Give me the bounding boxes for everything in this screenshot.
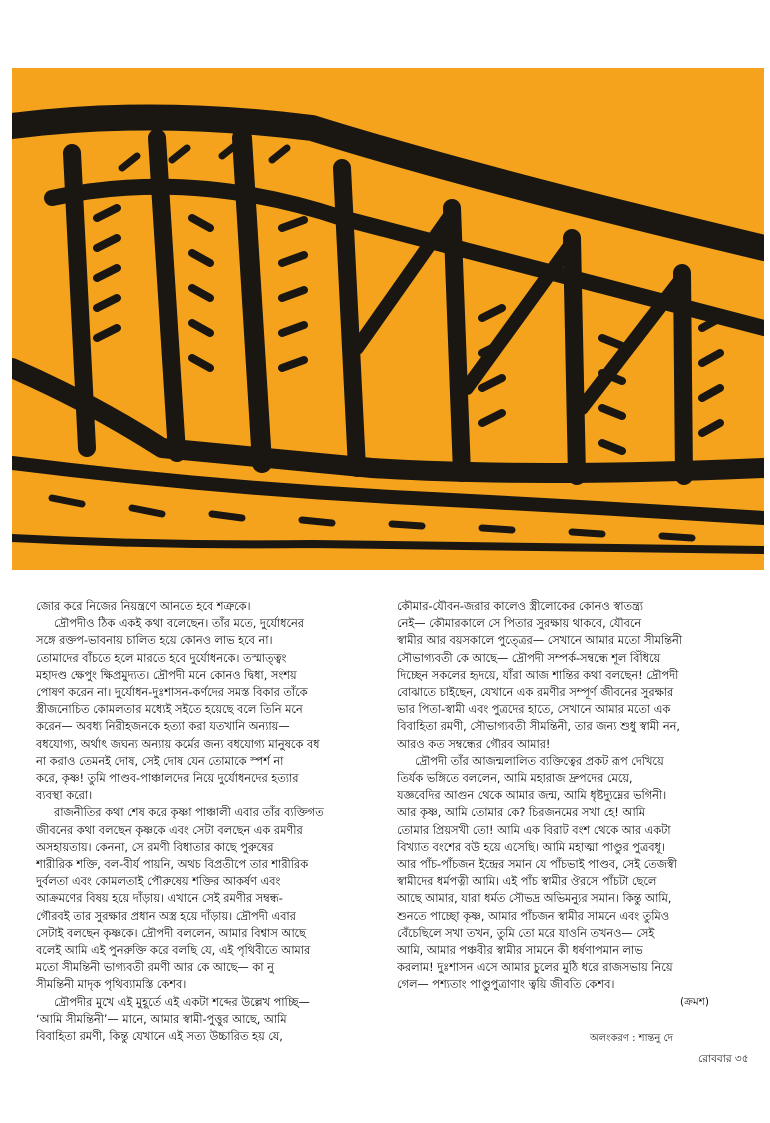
text-line: বোঝাতে চাইছেন, যেখানে এক রমণীর সম্পূর্ণ জীবনের সুরক্ষার [397, 686, 674, 700]
text-line: আরও কত সম্বন্ধের গৌরব আমার! [397, 737, 551, 751]
text-line: সীমন্তিনী মাদৃক পৃথিব্যামস্তি কেশব। [36, 978, 187, 992]
text-line: ‘আমি সীমন্তিনী’— মানে, আমার স্বামী-পুত্তুর আছে, আমি [36, 1012, 287, 1026]
text-line: করলাম! দুঃশাসন এসে আমার চুলের মুঠি ধরে রাজসভায় নিয়ে [397, 961, 673, 975]
text-line: দ্রৌপদীর মুখে এই মুহূর্তে এই একটা শব্দের উল্লেখ পাচ্ছি— [54, 995, 310, 1009]
text-line: আক্রমণের বিষয় হয়ে দাঁড়ায়। এখানে সেই রমণীর সম্বন্ধ- [36, 892, 283, 906]
text-line: বেঁচেছিলে সখা তখন, তুমি তো মরে যাওনি তখনও— সেই [397, 926, 655, 940]
text-line: সঙ্গে রক্তপ-ভাবনায় চালিত হয়ে কোনও লাভ হবে না। [36, 634, 273, 648]
page-footer: রোববার ৩৫ [698, 1053, 749, 1065]
illustration-credit: অলংকরণ : শান্তনু দে [590, 1033, 673, 1044]
text-line: রাজনীতির কথা শেষ করে কৃষ্ণা পাঞ্চালী এবার তাঁর ব্যক্তিগত [54, 806, 324, 820]
text-line: সেটাই বলছেন কৃষ্ণকে। দ্রৌপদী বললেন, আমার বিশ্বাস আছে [36, 926, 306, 940]
text-line: জোর করে নিজের নিয়ন্ত্রণে আনতে হবে শত্রুকে। [36, 600, 251, 613]
bridge-illustration [12, 68, 764, 570]
text-line: মহাদণ্ড ক্ষেপুং ক্ষিপ্রমুদ্যত। দ্রৌপদী মনে কোনও দ্বিধা, সংশয় [36, 668, 297, 682]
text-line: তোমাদের বাঁচতে হলে মারতে হবে দুর্যোধনকে। তস্মাত্ত্বং [36, 651, 287, 665]
text-line: বিবাহিতা রমণী, সৌভাগ্যবতী সীমন্তিনী, তার জন্য শুধু স্বামী নন, [397, 720, 680, 734]
left-text-column [36, 598, 368, 1045]
text-line: স্বামীদের ধর্মপত্নী আমি। এই পাঁচ স্বামীর ঔরসে পাঁচটা ছেলে [397, 875, 657, 889]
text-line: স্ত্রীজনোচিত কোমলতার মধ্যেই সইতে হয়েছে বলে তিনি মনে [36, 703, 303, 717]
text-line: আর কৃষ্ণ, আমি তোমার কে? চিরজনমের সখা হে! আমি [397, 806, 645, 820]
continued-label: (ক্রমশ) [680, 996, 710, 1008]
text-line: পোষণ করেন না। দুর্যোধন-দুঃশাসন-কর্ণদের সমস্ত বিকার তাঁকে [36, 686, 308, 700]
text-line: অসহায়তায়। কেননা, সে রমণী বিধাতার কাছে পুরুষের [36, 840, 274, 854]
text-line: কৌমার-যৌবন-জরার কালেও স্ত্রীলোকের কোনও স্বাতন্ত্র্য [397, 600, 644, 613]
text-line: বধযোগ্য, অর্থাৎ জঘন্য অন্যায় কর্মের জন্য বধযোগ্য মানুষকে বধ [36, 737, 320, 751]
text-line: দ্রৌপদীও ঠিক একই কথা বলেছেন। তাঁর মতে, দুর্যোধনের [54, 617, 304, 631]
text-line: না করাও তেমনই দোষ, সেই দোষ যেন তোমাকে স্পর্শ না [36, 754, 284, 768]
text-line: বিবাহিতা রমণী, কিন্তু যেখানে এই সত্য উচ্চারিত হয় যে, [36, 1030, 283, 1044]
text-line: করেন— অবধ্য নিরীহজনকে হত্যা করা যতখানি অন্যায়— [36, 720, 290, 734]
text-line: ব্যবস্থা করো। [36, 789, 93, 803]
bridge-painting-svg [12, 68, 764, 570]
text-line: যজ্ঞবেদির আগুন থেকে আমার জন্ম, আমি ধৃষ্টদ্যুম্নের ভগিনী। [397, 789, 667, 803]
text-line: দ্রৌপদী তাঁর আজন্মলালিত ব্যক্তিত্বের প্রকট রূপ দেখিয়ে [415, 754, 664, 768]
text-line: দুর্বলতা এবং কোমলতাই পৌরুষেয় শক্তির আকর্ষণ এবং [36, 875, 281, 889]
text-line: তোমার প্রিয়সখী তো! আমি এক বিরাট বংশ থেকে আর একটা [397, 823, 671, 837]
text-line: আর পাঁচ-পাঁচজন ইন্দ্রের সমান যে পাঁচভাই পাণ্ডব, সেই তেজস্বী [397, 858, 677, 872]
text-line: করে, কৃষ্ণ! তুমি পাণ্ডব-পাঞ্চালদের নিয়ে দুর্যোধনদের হত্যার [36, 772, 299, 786]
text-line: জীবনের কথা বলছেন কৃষ্ণকে এবং সেটা বলছেন এক রমণীর [36, 823, 303, 837]
text-line: সৌভাগ্যবতী কে আছে— দ্রৌপদী সম্পর্ক-সম্বন্ধে শূল বিঁধিয়ে [397, 651, 661, 665]
text-line: গেল— পশ্যতাং পাণ্ডুপুত্রাণাং ত্বয়ি জীবতি কেশব। [397, 978, 615, 992]
text-line: আছে আমার, যারা ধর্মত সৌভদ্র অভিমন্যুর সমান। কিন্তু আমি, [397, 892, 672, 906]
text-line: মতো সীমন্তিনী ভাগ্যবতী রমণী আর কে আছে— কা নু [36, 961, 274, 975]
text-line: নেই— কৌমারকালে সে পিতার সুরক্ষায় থাকবে, যৌবনে [397, 617, 642, 631]
text-line: দিচ্ছেন সকলের হৃদয়ে, যাঁরা আজ শান্তির কথা বলছেন! দ্রৌপদী [397, 668, 679, 682]
text-line: শারীরিক শক্তি, বল-বীর্য পায়নি, অথচ বিপ্রতীপে তার শারীরিক [36, 858, 309, 872]
text-line: বলেই আমি এই পুনরুক্তি করে বলছি যে, এই পৃথিবীতে আমার [36, 944, 311, 958]
text-line: ভার পিতা-স্বামী এবং পুত্রদের হাতে, সেখানে আমার মতো এক [397, 703, 671, 717]
text-line: গৌরবই তার সুরক্ষার প্রধান অস্ত্র হয়ে দাঁড়ায়। দ্রৌপদী এবার [36, 909, 296, 923]
text-line: তির্যক ভঙ্গিতে বললেন, আমি মহারাজ দ্রুপদের মেয়ে, [397, 772, 633, 786]
right-text-column [397, 598, 729, 994]
text-line: বিখ্যাত বংশের বউ হয়ে এসেছি। আমি মহাত্মা পাণ্ডুর পুত্রবধূ। [397, 840, 665, 854]
text-line: শুনতে পাচ্ছো কৃষ্ণ, আমার পাঁচজন স্বামীর সামনে এবং তুমিও [397, 909, 670, 923]
text-line: স্বামীর আর বয়সকালে পুত্ত্রের— সেখানে আমার মতো সীমন্তিনী [397, 634, 682, 648]
text-line: আমি, আমার পঞ্চবীর স্বামীর সামনে কী ধর্ষণাপমান লাভ [397, 944, 643, 958]
